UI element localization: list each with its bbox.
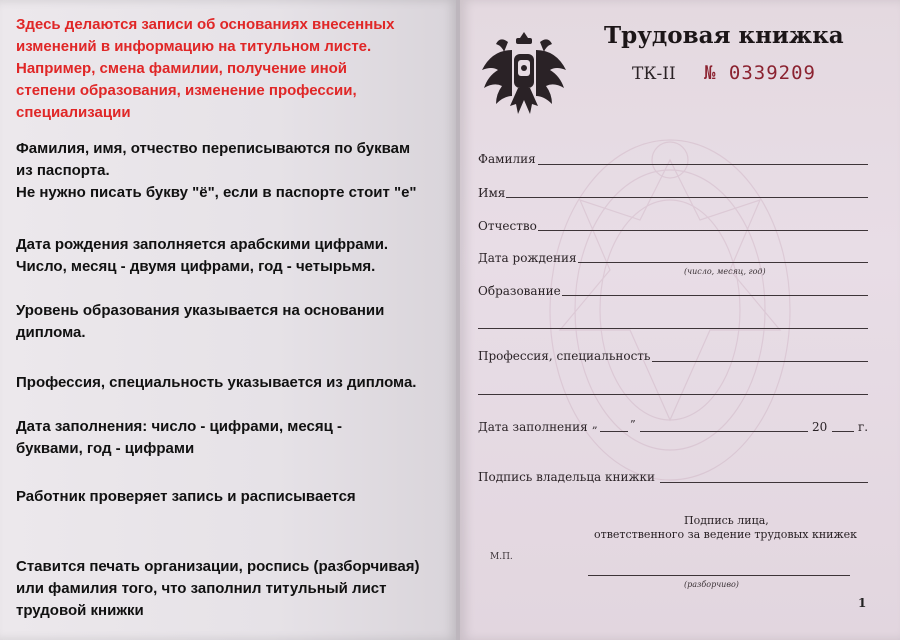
fill-date-quote-open: „ [592,418,598,431]
number-sign: № [704,62,717,84]
instruction-line: буквами, год - цифрами [16,440,195,457]
instruction-line: Профессия, специальность указывается из диплома. [16,374,417,391]
instruction-line: Число, месяц - двумя цифрами, год - четырьмя. [16,258,376,275]
responsible-signature-label-2: ответственного за ведение трудовых книжек [594,528,858,541]
series-code: ТК-II [632,64,676,84]
instruction-fio [16,138,456,204]
legible-hint: (разборчиво) [684,580,739,589]
owner-signature-label: Подпись владельца книжки [478,470,656,484]
red-note-line: изменений в информацию на титульном листе. [16,38,372,55]
instruction-line: Не нужно писать букву "ё", если в паспорте стоит "е" [16,184,417,201]
instruction-line: Ставится печать организации, роспись (разборчивая) [16,558,420,575]
red-note-line: специализации [16,104,131,121]
instruction-line: из паспорта. [16,162,110,179]
name-label: Имя [478,186,506,200]
owner-signature-line[interactable] [660,482,868,483]
instruction-line: диплома. [16,324,86,341]
profession-field-line-2[interactable] [478,394,868,395]
red-note-line: Например, смена фамилии, получение иной [16,60,348,77]
instruction-birth-date [16,234,456,278]
instruction-profession [16,372,456,394]
fill-date-quote-close: ” [630,418,636,431]
instruction-line: Дата заполнения: число - цифрами, месяц - [16,418,343,435]
fill-date-month-line[interactable] [640,431,808,432]
birth-date-label: Дата рождения [478,251,577,265]
profession-label: Профессия, специальность [478,349,651,363]
instruction-education [16,300,456,344]
education-field-line-2[interactable] [478,328,868,329]
instruction-line: Дата рождения заполняется арабскими цифрами. [16,236,389,253]
fill-date-suffix: г. [858,420,869,434]
responsible-signature-label-1: Подпись лица, [684,514,769,527]
name-field-line[interactable] [506,197,868,198]
instruction-line: Фамилия, имя, отчество переписываются по буквам [16,140,411,157]
instruction-line: Уровень образования указывается на основании [16,302,385,319]
patronymic-label: Отчество [478,219,537,233]
instruction-fill-date [16,416,456,460]
surname-label: Фамилия [478,152,536,166]
red-explanation-note [16,14,436,124]
number-value: 0339209 [728,62,816,84]
document-number [704,62,816,84]
education-field-line[interactable] [562,295,868,296]
double-headed-eagle-icon [478,24,570,124]
birth-date-field-line[interactable] [578,262,868,263]
instruction-line: или фамилия того, что заполнил титульный лист [16,580,387,597]
document-title: Трудовая книжка [604,22,844,49]
instruction-line: Работник проверяет запись и расписывается [16,488,356,505]
red-note-line: Здесь делаются записи об основаниях внесенных [16,16,395,33]
fill-date-year-prefix: 20 [812,420,828,434]
instruction-line: трудовой книжки [16,602,144,619]
stamp-place-label: М.П. [490,552,513,562]
fill-date-label: Дата заполнения [478,420,588,434]
red-note-line: степени образования, изменение профессии, [16,82,357,99]
patronymic-field-line[interactable] [538,230,868,231]
surname-field-line[interactable] [538,164,868,165]
education-label: Образование [478,284,561,298]
fill-date-day-line[interactable] [600,431,628,432]
instruction-stamp [16,556,456,622]
eagle-watermark-icon [520,100,820,520]
page-number: 1 [858,596,867,610]
profession-field-line[interactable] [652,361,868,362]
fill-date-year-line[interactable] [832,431,854,432]
responsible-signature-line[interactable] [588,575,850,576]
instruction-signature [16,486,456,508]
birth-date-hint: (число, месяц, год) [684,267,766,276]
